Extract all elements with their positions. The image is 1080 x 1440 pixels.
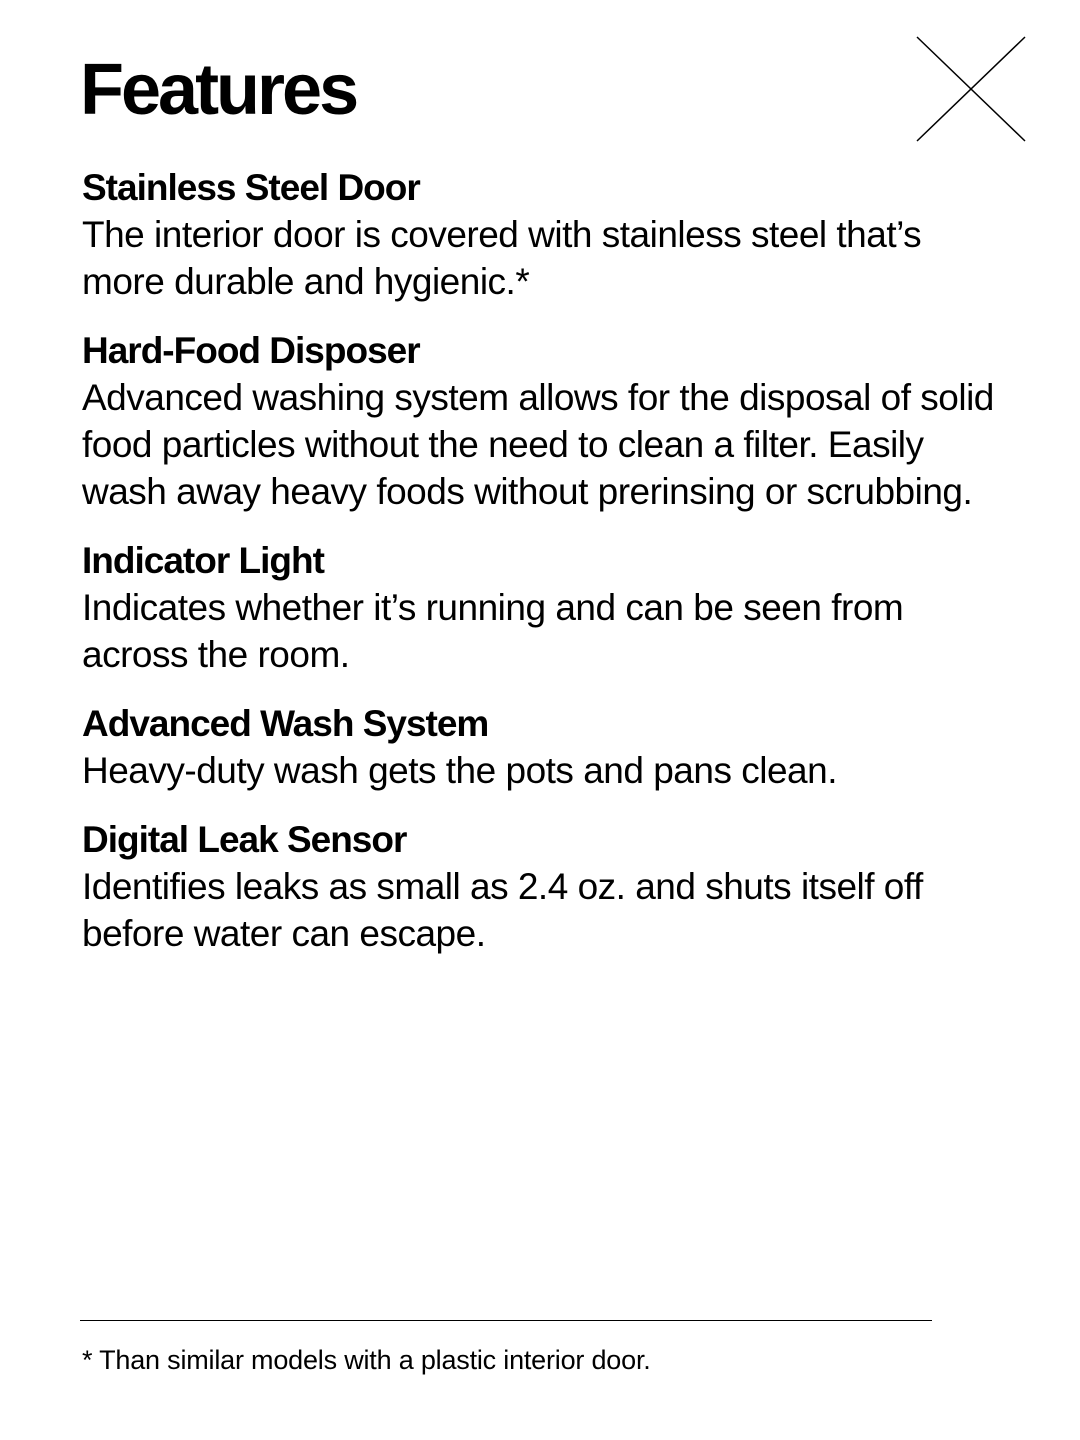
feature-item (82, 538, 1012, 678)
page-title: Features (80, 50, 357, 130)
feature-title: Indicator Light (82, 540, 324, 581)
feature-item (82, 701, 1012, 794)
footnote: * Than similar models with a plastic interior door. (82, 1345, 651, 1375)
feature-description: Advanced washing system allows for the disposal of solid food particles without the need to clean a filter. Easily wash away heavy foods without prerinsing or scrubbing. (82, 377, 994, 512)
footnote-divider (80, 1320, 932, 1321)
feature-title: Hard-Food Disposer (82, 330, 420, 371)
close-icon (916, 36, 1026, 142)
feature-item (82, 817, 1012, 957)
feature-item (82, 328, 1012, 515)
feature-description: Indicates whether it’s running and can be seen from across the room. (82, 587, 904, 675)
close-button[interactable] (916, 36, 1026, 142)
feature-title: Stainless Steel Door (82, 167, 420, 208)
feature-title: Digital Leak Sensor (82, 819, 407, 860)
feature-description: The interior door is covered with stainless steel that’s more durable and hygienic.* (82, 214, 922, 302)
feature-item (82, 165, 1012, 305)
feature-title: Advanced Wash System (82, 703, 489, 744)
feature-description: Identifies leaks as small as 2.4 oz. and shuts itself off before water can escape. (82, 866, 923, 954)
feature-list (82, 165, 1012, 980)
feature-description: Heavy-duty wash gets the pots and pans clean. (82, 750, 837, 791)
